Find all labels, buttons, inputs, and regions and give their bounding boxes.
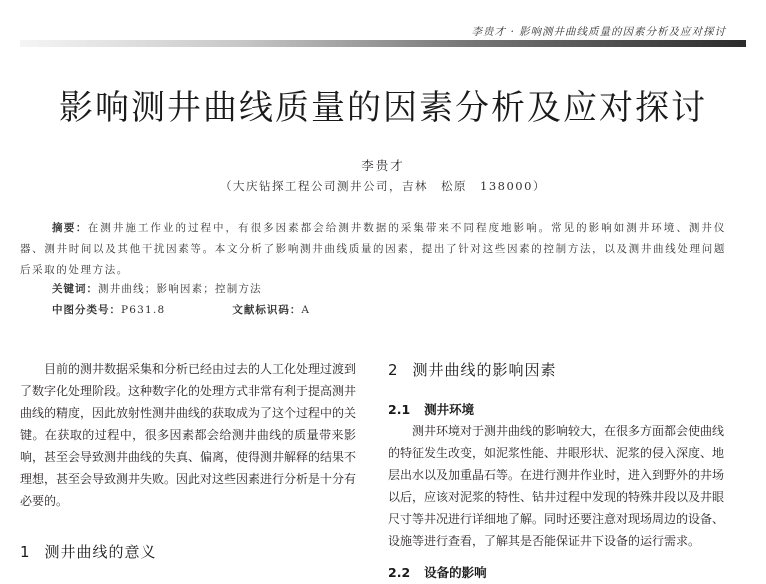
section-1-title: 测井曲线的意义 [44, 543, 157, 561]
section-2-1-number: 2.1 [388, 402, 411, 417]
keywords-text: 测井曲线；影响因素；控制方法 [98, 283, 262, 295]
section-1-number: 1 [20, 543, 31, 561]
running-head: 李贵才 · 影响测井曲线质量的因素分析及应对探讨 [471, 26, 726, 38]
author-affiliation: （大庆钻探工程公司测井公司，吉林 松原 138000） [220, 179, 546, 193]
intro-paragraph [20, 358, 356, 512]
section-2-2-title: 设备的影响 [424, 565, 487, 580]
section-2-1-heading [388, 400, 474, 418]
keywords-label: 关键词： [52, 283, 98, 295]
abstract [20, 218, 726, 281]
section-1-heading [20, 541, 157, 562]
section-2-2-number: 2.2 [388, 565, 411, 580]
intro-text: 目前的测井数据采集和分析已经由过去的人工化处理过渡到了数字化处理阶段。这种数字化的处理方式非常有利于提高测井曲线的精度，因此放射性测井曲线的获取成为了这个过程中的关键。在获取的过程中，很多因素都会给测井曲线的质量带来影响，甚至会导致测井曲线的失真、偏离，使得测井解释的结果不理想，甚至会导致测井失败。因此对这些因素进行分析是十分有必要的。 [20, 362, 357, 508]
section-2-number: 2 [388, 361, 399, 379]
section-2-2-heading [388, 563, 487, 581]
clc-value: P631.8 [121, 304, 166, 316]
section-2-1-body [388, 420, 724, 552]
header-rule [20, 40, 746, 47]
doc-code-label: 文献标识码： [232, 304, 302, 316]
paper-title: 影响测井曲线质量的因素分析及应对探讨 [59, 88, 707, 128]
clc-label: 中图分类号： [52, 304, 121, 316]
section-2-heading [388, 359, 557, 380]
keywords-line [52, 281, 262, 296]
abstract-label: 摘要： [52, 222, 88, 234]
abstract-text: 在测井施工作业的过程中，有很多因素都会给测井数据的采集带来不同程度地影响。常见的影响如测井环境、测井仪器、测井时间以及其他干扰因素等。本文分析了影响测井曲线质量的因素，提出了针对这些因素的控制方法，以及测井曲线处理问题后采取的处理方法。 [20, 222, 727, 276]
section-2-1-title: 测井环境 [424, 402, 475, 417]
classification-line [52, 302, 310, 317]
doc-code-value: A [301, 304, 311, 316]
author-name: 李贵才 [361, 158, 405, 173]
section-2-title: 测井曲线的影响因素 [412, 361, 557, 379]
section-2-1-text: 测井环境对于测井曲线的影响较大，在很多方面都会使曲线的特征发生改变，如泥浆性能、井眼形状、泥浆的侵入深度、地层出水以及加重晶石等。在进行测井作业时，进入到野外的井场以后，应该对泥浆的特性、钻井过程中发现的特殊井段以及井眼尺寸等井况进行详细地了解。同时还要注意对现场周边的设备、设施等进行查看，了解其是否能保证井下设备的运行需求。 [388, 424, 725, 548]
